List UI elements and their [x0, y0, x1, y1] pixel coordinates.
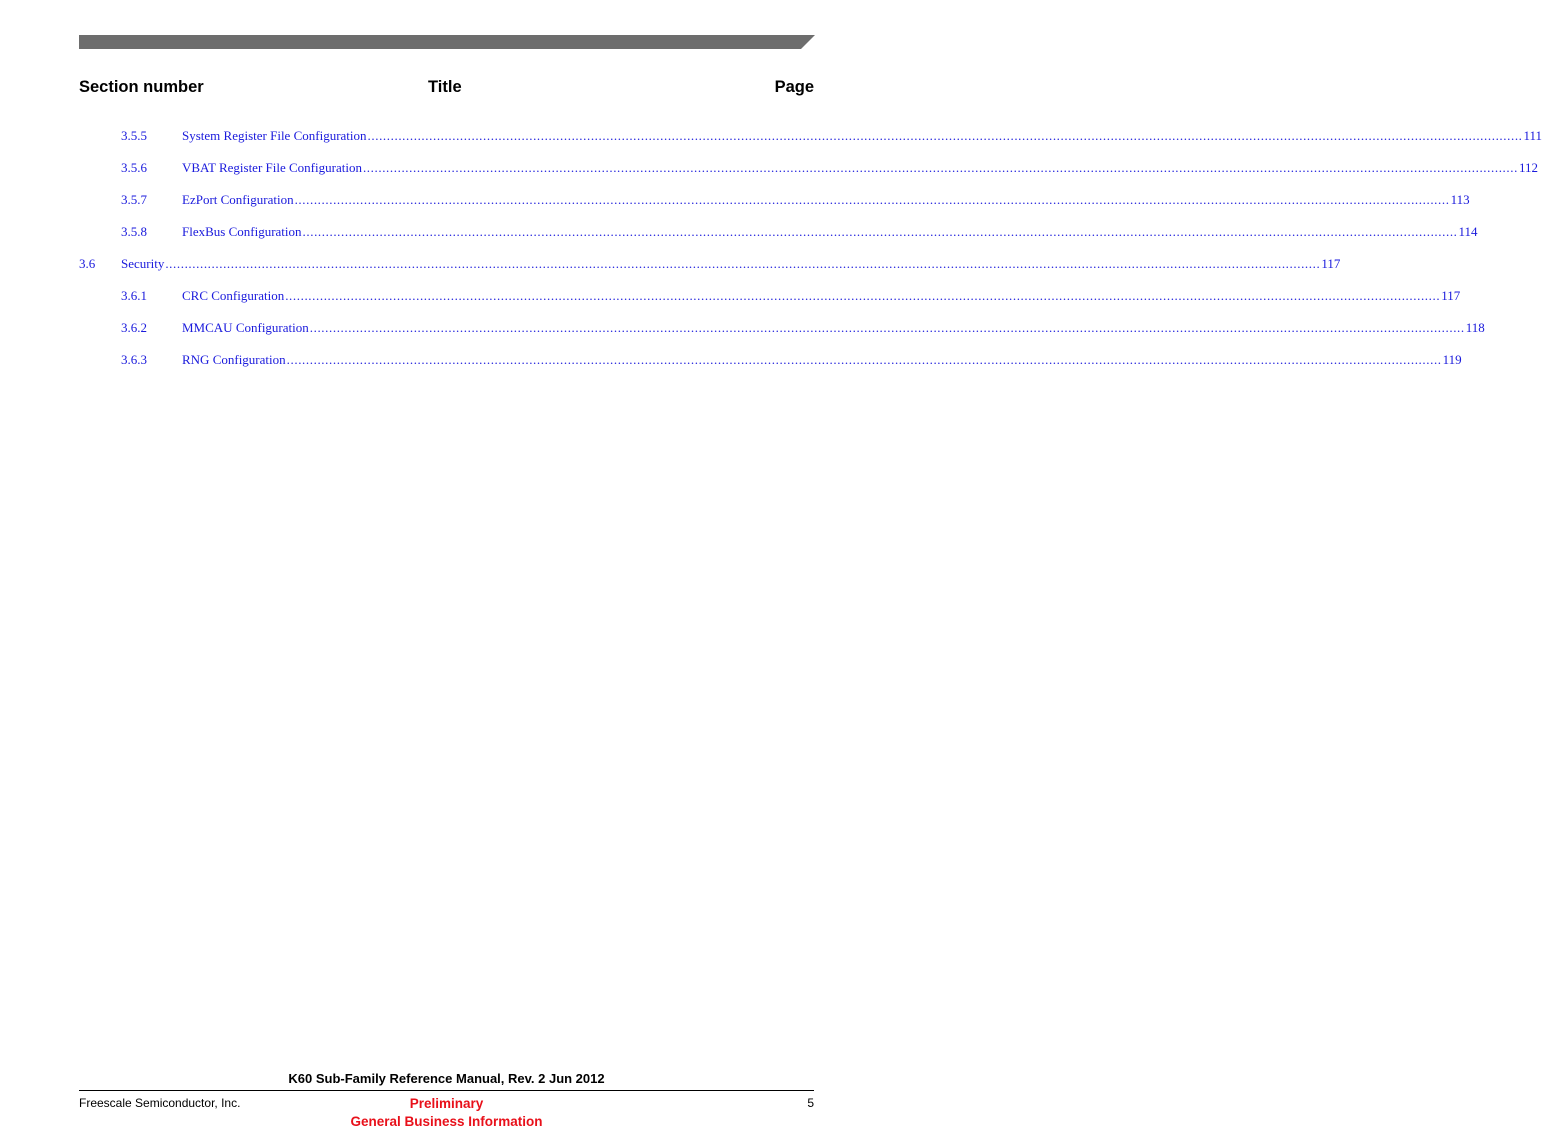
toc-entry-title: Security	[121, 256, 165, 271]
section-number-header: Section number	[79, 78, 204, 96]
dot-leader: ............................................................................................................................................................................................................................................................................................................	[309, 320, 1465, 335]
toc-entry-title: FlexBus Configuration	[182, 224, 302, 239]
toc-entry-page: 113	[1450, 192, 1470, 207]
toc-entry-3-5-8[interactable]	[79, 224, 1478, 242]
toc-entry-page: 118	[1465, 320, 1485, 335]
toc-entry-number: 3.5.7	[121, 192, 147, 207]
toc-entry-title: VBAT Register File Configuration	[182, 160, 362, 175]
footer-page-number: 5	[807, 1096, 814, 1110]
toc-entry-number: 3.6.2	[121, 320, 147, 335]
toc-entry-title: MMCAU Configuration	[182, 320, 309, 335]
toc-entry-number: 3.6.3	[121, 352, 147, 367]
toc-entry-3-6-2[interactable]	[79, 320, 1485, 338]
toc-entry-page: 114	[1458, 224, 1478, 239]
footer-notice	[0, 1095, 893, 1131]
toc-entry-page: 111	[1523, 128, 1542, 143]
toc-entry-3-6-3[interactable]	[79, 352, 1462, 370]
toc-entry-page: 112	[1518, 160, 1538, 175]
toc-entry-number: 3.6.1	[121, 288, 147, 303]
toc-entry-page: 119	[1442, 352, 1462, 367]
toc-entry-number: 3.5.8	[121, 224, 147, 239]
toc-entry-number: 3.5.5	[121, 128, 147, 143]
dot-leader: ............................................................................................................................................................................................................................................................................................................	[294, 192, 1450, 207]
toc-entry-3-6[interactable]	[79, 256, 1341, 274]
toc-column-headers	[79, 78, 814, 100]
dot-leader: ............................................................................................................................................................................................................................................................................................................	[362, 160, 1518, 175]
title-header: Title	[428, 78, 462, 96]
toc-entry-3-5-7[interactable]	[79, 192, 1470, 210]
toc-entry-title: EzPort Configuration	[182, 192, 294, 207]
dot-leader: ............................................................................................................................................................................................................................................................................................................	[286, 352, 1442, 367]
toc-entry-page: 117	[1321, 256, 1341, 271]
toc-entry-title: RNG Configuration	[182, 352, 286, 367]
toc-entry-3-5-5[interactable]	[79, 128, 1542, 146]
footer-company: Freescale Semiconductor, Inc.	[79, 1096, 241, 1110]
toc-entry-title: CRC Configuration	[182, 288, 285, 303]
toc-entry-number: 3.5.6	[121, 160, 147, 175]
toc-entry-title: System Register File Configuration	[182, 128, 367, 143]
footer-status: Preliminary	[409, 1096, 484, 1111]
toc-entry-page: 117	[1441, 288, 1461, 303]
header-bar	[79, 35, 815, 49]
header-bar-shape	[79, 35, 815, 49]
footer-divider	[79, 1090, 814, 1091]
footer-classification: General Business Information	[350, 1114, 543, 1129]
page-header: Page	[774, 78, 814, 96]
dot-leader: ............................................................................................................................................................................................................................................................................................................	[302, 224, 1458, 239]
dot-leader: ............................................................................................................................................................................................................................................................................................................	[285, 288, 1441, 303]
toc-entry-3-6-1[interactable]	[79, 288, 1461, 306]
toc-entry-number: 3.6	[79, 256, 96, 271]
toc-entry-3-5-6[interactable]	[79, 160, 1538, 178]
footer-manual-title: K60 Sub-Family Reference Manual, Rev. 2 Jun 2012	[288, 1071, 605, 1086]
dot-leader: ............................................................................................................................................................................................................................................................................................................	[367, 128, 1523, 143]
dot-leader: ............................................................................................................................................................................................................................................................................................................	[165, 256, 1321, 271]
